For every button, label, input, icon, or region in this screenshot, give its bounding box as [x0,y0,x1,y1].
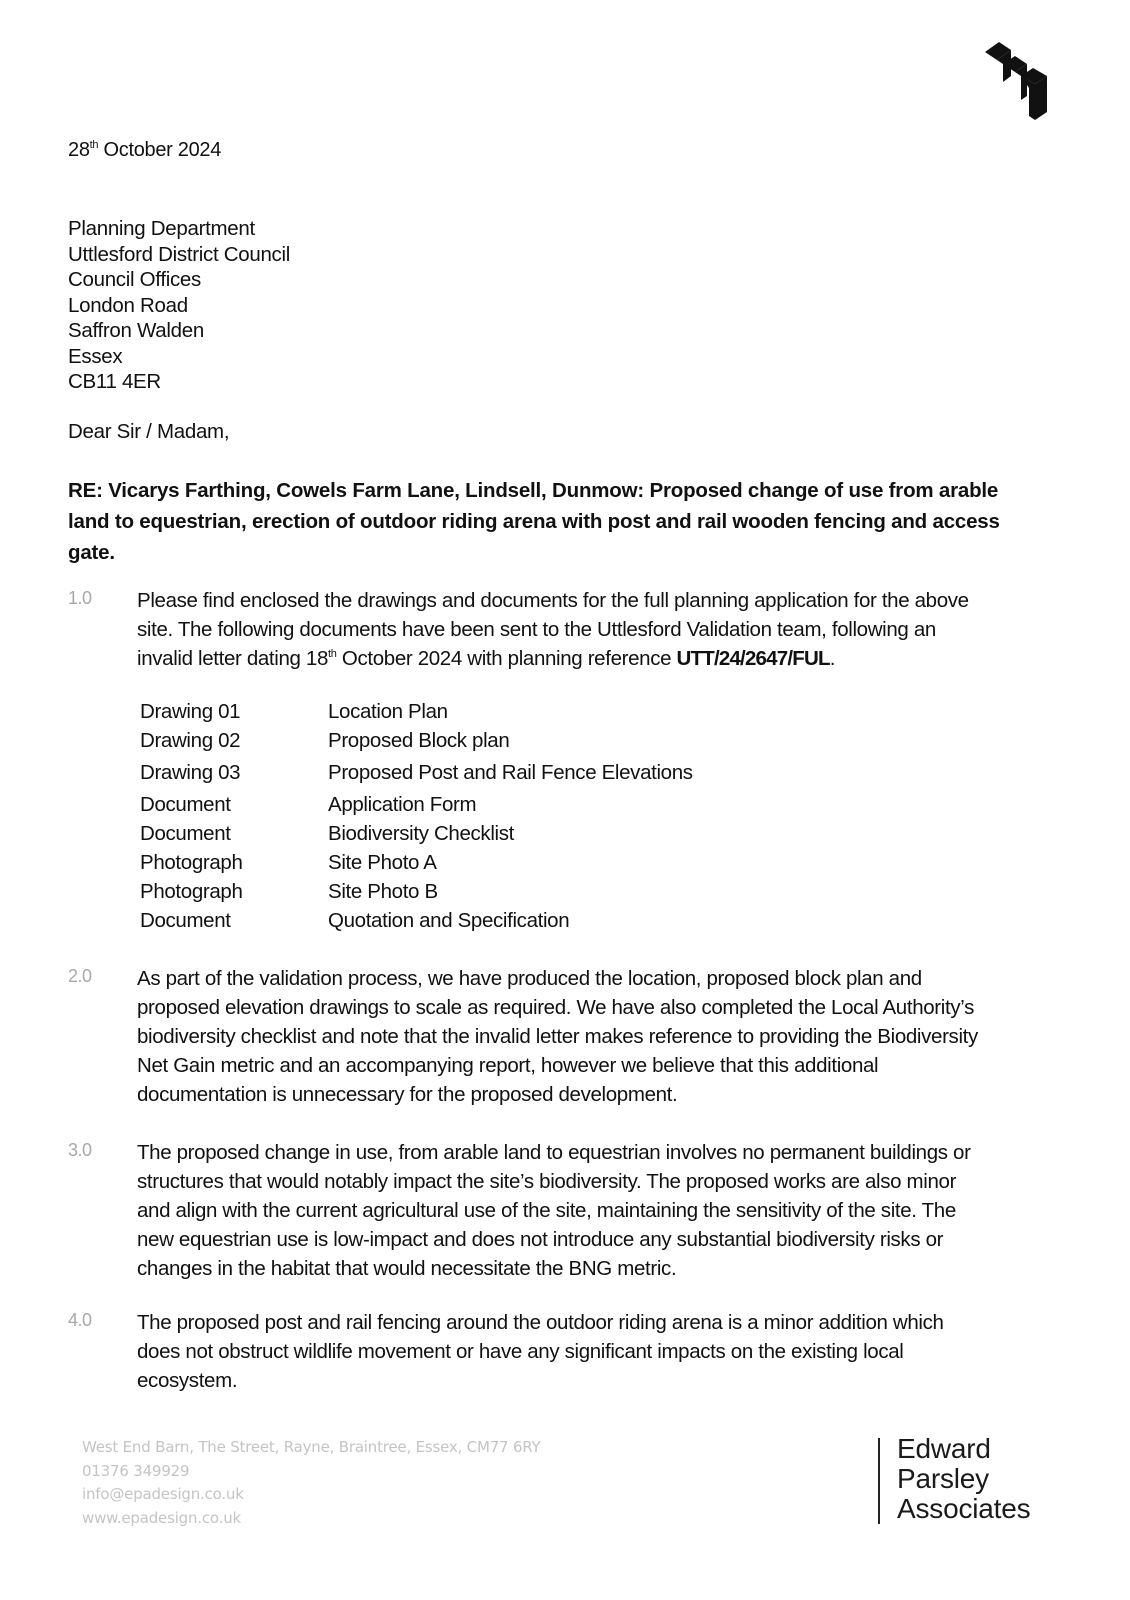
text-line: biodiversity checklist and note that the invalid letter makes reference to providing the Biodiversity [137,1025,978,1048]
enclosure-type: Document [140,793,231,816]
address-line: London Road [68,293,188,317]
text-line: The proposed change in use, from arable land to equestrian involves no permanent buildings or [137,1141,971,1164]
footer-website: www.epadesign.co.uk [82,1508,241,1527]
paragraph-number: 1.0 [68,588,92,608]
address-line: Council Offices [68,268,201,291]
address-line: Saffron Walden [68,319,204,342]
text-line: ecosystem. [137,1369,238,1392]
enclosure-title: Site Photo B [328,880,438,903]
text-line: The proposed post and rail fencing around the outdoor riding arena is a minor addition which [137,1311,944,1334]
address-line: Planning Department [68,217,255,240]
brand-line: Parsley [897,1463,989,1494]
brand-divider [878,1438,880,1524]
address-line: Uttlesford District Council [68,242,291,266]
brand-name [897,1434,1030,1524]
planning-reference: UTT/24/2647/FUL [676,647,830,670]
salutation: Dear Sir / Madam, [68,420,230,443]
paragraph-text [137,964,1063,1109]
text-line: does not obstruct wildlife movement or have any significant impacts on the existing local [137,1340,904,1363]
enclosure-type: Drawing 02 [140,729,241,752]
text-line: structures that would notably impact the site’s biodiversity. The proposed works are also minor [137,1170,957,1193]
footer-phone: 01376 349929 [82,1461,190,1480]
address-line: CB11 4ER [68,370,161,393]
enclosure-title: Location Plan [328,700,448,723]
text-line: invalid letter dating 18th October 2024 with planning reference UTT/24/2647/FUL. [137,647,836,670]
paragraph-text [137,586,1063,673]
subject-line: gate. [68,541,115,564]
address-line: Essex [68,344,123,368]
enclosure-type: Drawing 01 [140,700,241,723]
subject-heading [68,475,1063,568]
paragraph-number: 4.0 [68,1310,92,1330]
enclosure-type: Document [140,822,231,845]
text-line: Net Gain metric and an accompanying report, however we believe that this additional [137,1054,879,1077]
subject-line: RE: Vicarys Farthing, Cowels Farm Lane, Lindsell, Dunmow: Proposed change of use from arable [68,479,999,502]
paragraph-number: 3.0 [68,1140,92,1160]
text-line: new equestrian use is low-impact and does not introduce any substantial biodiversity risks or [137,1228,944,1251]
enclosure-title: Proposed Block plan [328,729,510,752]
footer-contact [82,1436,541,1530]
enclosure-title: Site Photo A [328,851,437,874]
brand-line: Edward [897,1433,991,1464]
text-line: As part of the validation process, we have produced the location, proposed block plan and [137,967,922,990]
brand-line: Associates [897,1493,1031,1524]
text-line: site. The following documents have been sent to the Uttlesford Validation team, following an [137,618,936,641]
enclosure-title: Application Form [328,793,477,816]
enclosure-title: Biodiversity Checklist [328,822,514,845]
enclosure-type: Drawing 03 [140,761,241,784]
enclosure-type: Photograph [140,880,243,903]
paragraph-number: 2.0 [68,966,92,986]
enclosure-title: Quotation and Specification [328,909,570,932]
footer-email: info@epadesign.co.uk [82,1485,244,1503]
footer-address: West End Barn, The Street, Rayne, Braintree, Essex, CM77 6RY [82,1438,541,1456]
enclosure-title: Proposed Post and Rail Fence Elevations [328,761,693,784]
enclosure-type: Document [140,909,231,932]
text-line: changes in the habitat that would necessitate the BNG metric. [137,1257,677,1280]
enclosure-type: Photograph [140,851,243,874]
text-line: and align with the current agricultural use of the site, maintaining the sensitivity of the site. The [137,1199,956,1222]
letter-date: 28th October 2024 [68,139,222,161]
paragraph-text [137,1138,1063,1283]
text-line: proposed elevation drawings to scale as required. We have also completed the Local Authority’s [137,996,974,1019]
subject-line: land to equestrian, erection of outdoor riding arena with post and rail wooden fencing and access [68,510,1000,533]
text-line: documentation is unnecessary for the proposed development. [137,1083,678,1106]
paragraph-text [137,1308,1063,1395]
text-line: Please find enclosed the drawings and documents for the full planning application for the above [137,589,969,612]
